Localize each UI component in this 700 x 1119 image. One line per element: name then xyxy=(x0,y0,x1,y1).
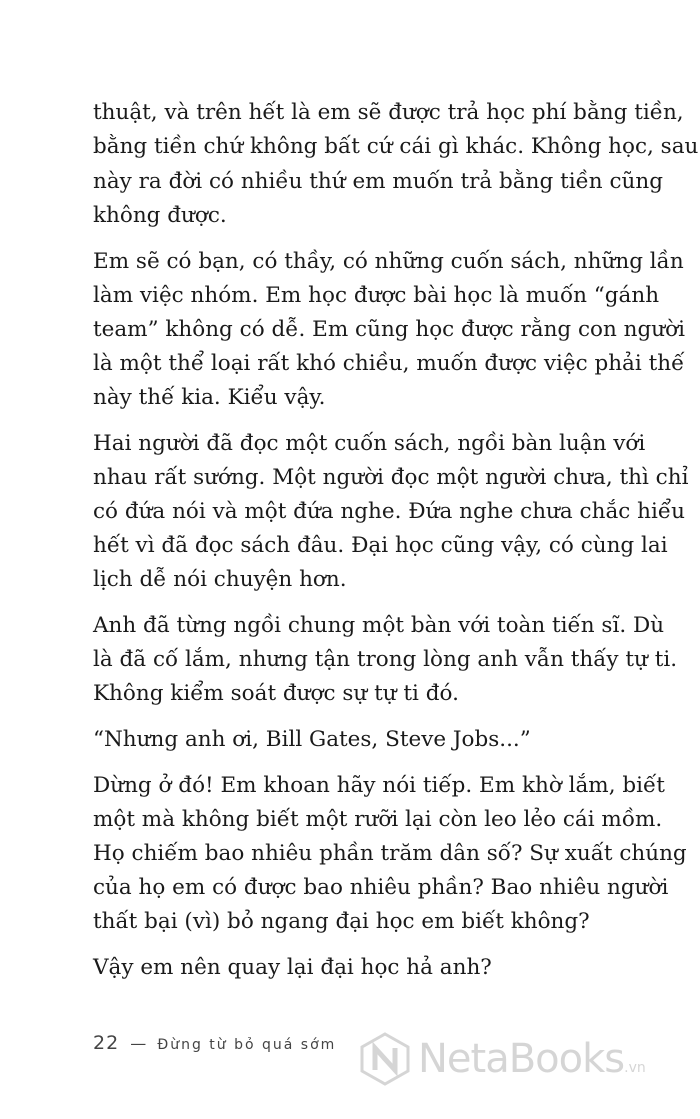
footer-separator: — xyxy=(130,1034,147,1053)
text-line: Anh đã từng ngồi chung một bàn với toàn tiến sĩ. Dù xyxy=(93,613,665,638)
text-line: là một thể loại rất khó chiều, muốn được việc phải thế xyxy=(93,351,685,376)
netabooks-logo-icon xyxy=(358,1032,412,1086)
text-line: này ra đời có nhiều thứ em muốn trả bằng tiền cũng xyxy=(93,169,663,194)
text-line: không được. xyxy=(93,203,227,228)
text-line: thất bại (vì) bỏ ngang đại học em biết không? xyxy=(93,909,590,934)
text-line: “Nhưng anh ơi, Bill Gates, Steve Jobs...” xyxy=(93,727,531,752)
text-line: hết vì đã đọc sách đâu. Đại học cũng vậy, có cùng lai xyxy=(93,533,668,558)
text-line: nhau rất sướng. Một người đọc một người chưa, thì chỉ xyxy=(93,465,689,490)
text-line: bằng tiền chứ không bất cứ cái gì khác. Không học, sau xyxy=(93,134,699,159)
text-line: Hai người đã đọc một cuốn sách, ngồi bàn luận với xyxy=(93,431,646,456)
text-line: Họ chiếm bao nhiêu phần trăm dân số? Sự xuất chúng xyxy=(93,841,687,866)
watermark xyxy=(358,1032,646,1086)
text-line: có đứa nói và một đứa nghe. Đứa nghe chưa chắc hiểu xyxy=(93,499,685,524)
text-line: của họ em có được bao nhiêu phần? Bao nhiêu người xyxy=(93,875,669,900)
watermark-suffix: .vn xyxy=(624,1060,646,1076)
page-footer xyxy=(93,1032,336,1054)
watermark-brand: NetaBooks xyxy=(418,1036,625,1082)
text-line: làm việc nhóm. Em học được bài học là muốn “gánh xyxy=(93,283,660,308)
text-line: team” không có dễ. Em cũng học được rằng con người xyxy=(93,317,685,342)
text-line: một mà không biết một rưỡi lại còn leo lẻo cái mồm. xyxy=(93,807,663,832)
text-line: Không kiểm soát được sự tự ti đó. xyxy=(93,681,459,706)
page-number: 22 xyxy=(93,1032,120,1054)
text-line: Em sẽ có bạn, có thầy, có những cuốn sách, những lần xyxy=(93,249,684,274)
text-line: Vậy em nên quay lại đại học hả anh? xyxy=(93,955,492,980)
book-title: Đừng từ bỏ quá sớm xyxy=(157,1037,337,1053)
text-line: lịch dễ nói chuyện hơn. xyxy=(93,567,347,592)
text-line: Dừng ở đó! Em khoan hãy nói tiếp. Em khờ lắm, biết xyxy=(93,773,665,798)
text-line: này thế kia. Kiểu vậy. xyxy=(93,385,326,410)
text-line: là đã cố lắm, nhưng tận trong lòng anh vẫn thấy tự ti. xyxy=(93,647,678,672)
text-line: thuật, và trên hết là em sẽ được trả học phí bằng tiền, xyxy=(93,100,684,125)
